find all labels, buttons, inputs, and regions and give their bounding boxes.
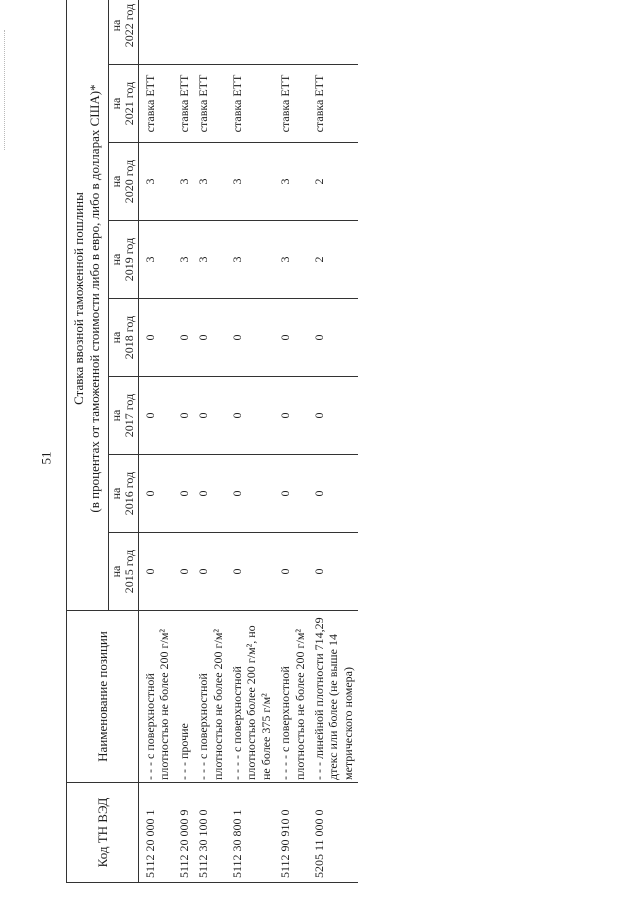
header-year: [108, 377, 139, 455]
row-rate: [228, 0, 276, 65]
row-rate: [139, 0, 175, 65]
header-code: Код ТН ВЭД: [67, 783, 139, 883]
table-row: [139, 0, 175, 883]
header-year: [108, 455, 139, 533]
row-rate: 2: [310, 221, 358, 299]
row-rate: 3: [228, 221, 276, 299]
header-year-prefix: на: [108, 175, 123, 188]
row-rate: 3: [139, 143, 175, 221]
row-rate: 3: [175, 221, 194, 299]
row-rate: 3: [139, 221, 175, 299]
row-rate: [175, 0, 194, 65]
row-name: - - - - с поверхностной плотностью не более 200 г/м²: [276, 611, 310, 783]
row-rate: 0: [194, 299, 228, 377]
row-rate: 0: [139, 455, 175, 533]
row-rate: ставка ЕТТ: [139, 65, 175, 143]
header-year-value: 2021 год: [122, 81, 137, 126]
row-rate: 0: [175, 455, 194, 533]
header-year: [108, 143, 139, 221]
row-rate: 0: [194, 455, 228, 533]
header-year-value: 2017 год: [122, 393, 137, 438]
row-rate: 0: [228, 299, 276, 377]
row-rate: 3: [175, 143, 194, 221]
row-rate: 3: [228, 143, 276, 221]
table-row: [175, 0, 194, 883]
table-body: [139, 0, 359, 883]
row-rate: 0: [139, 299, 175, 377]
rotated-document: [66, 3, 566, 883]
table-row: [228, 0, 276, 883]
row-code: 5205 11 000 0: [310, 783, 358, 883]
row-rate: 0: [139, 533, 175, 611]
row-rate: 3: [276, 143, 310, 221]
header-year: [108, 533, 139, 611]
header-year-value: 2018 год: [122, 315, 137, 360]
row-rate: 0: [276, 299, 310, 377]
header-year-value: 2020 год: [122, 159, 137, 204]
header-year: [108, 299, 139, 377]
header-year-prefix: на: [108, 565, 123, 578]
row-name: - - - линейной плотности 714,29 дтекс или более (не выше 14 метрического номера): [310, 611, 358, 783]
row-rate: 0: [276, 377, 310, 455]
table-header: [67, 0, 139, 883]
row-name: - - - - с поверхностной плотностью более 200 г/м², но не более 375 г/м²: [228, 611, 276, 783]
row-name: - - - прочие: [175, 611, 194, 783]
scan-margin-marks: [4, 30, 9, 150]
header-year-value: 2019 год: [122, 237, 137, 282]
table-row: [310, 0, 358, 883]
header-rate-title: Ставка ввозной таможенной пошлины: [71, 192, 86, 405]
row-rate: 0: [139, 377, 175, 455]
row-rate: 0: [310, 377, 358, 455]
row-rate: ставка ЕТТ: [228, 65, 276, 143]
header-year-prefix: на: [108, 19, 123, 32]
row-rate: 0: [228, 455, 276, 533]
header-year-prefix: на: [108, 253, 123, 266]
header-year-value: 2016 год: [122, 471, 137, 516]
row-code: 5112 90 910 0: [276, 783, 310, 883]
row-rate: 0: [276, 455, 310, 533]
header-rate-group: [67, 0, 109, 611]
row-rate: 0: [310, 455, 358, 533]
header-year-prefix: на: [108, 487, 123, 500]
row-rate: 0: [310, 533, 358, 611]
row-rate: ставка ЕТТ: [310, 65, 358, 143]
table-row: [276, 0, 310, 883]
row-rate: ставка ЕТТ: [276, 65, 310, 143]
row-rate: 2: [310, 143, 358, 221]
header-year: [108, 65, 139, 143]
row-rate: 3: [194, 143, 228, 221]
row-rate: 0: [276, 533, 310, 611]
row-rate: 0: [194, 533, 228, 611]
table-row: [194, 0, 228, 883]
page-number: 51: [38, 451, 54, 465]
row-name: - - - с поверхностной плотностью не более 200 г/м²: [139, 611, 175, 783]
row-code: 5112 20 000 1: [139, 783, 175, 883]
row-rate: 0: [175, 377, 194, 455]
row-rate: 0: [228, 377, 276, 455]
header-year: [108, 0, 139, 65]
header-year-prefix: на: [108, 409, 123, 422]
row-rate: ставка ЕТТ: [175, 65, 194, 143]
row-rate: 0: [175, 533, 194, 611]
row-rate: 3: [194, 221, 228, 299]
header-rate-subtitle: (в процентах от таможенной стоимости либо в евро, либо в долларах США)*: [87, 84, 103, 513]
row-rate: [310, 0, 358, 65]
header-year-prefix: на: [108, 331, 123, 344]
row-rate: 0: [228, 533, 276, 611]
header-name: Наименование позиции: [67, 611, 139, 783]
header-year-prefix: на: [108, 97, 123, 110]
row-rate: 3: [276, 221, 310, 299]
row-rate: 0: [175, 299, 194, 377]
row-name: - - - с поверхностной плотностью не более 200 г/м²: [194, 611, 228, 783]
tariff-table: [66, 0, 358, 883]
header-year: [108, 221, 139, 299]
row-rate: [276, 0, 310, 65]
row-code: 5112 30 800 1: [228, 783, 276, 883]
header-year-value: 2022 год: [122, 3, 137, 48]
row-rate: ставка ЕТТ: [194, 65, 228, 143]
header-year-value: 2015 год: [122, 549, 137, 594]
row-code: 5112 30 100 0: [194, 783, 228, 883]
row-rate: [194, 0, 228, 65]
row-rate: 0: [194, 377, 228, 455]
row-code: 5112 20 000 9: [175, 783, 194, 883]
row-rate: 0: [310, 299, 358, 377]
